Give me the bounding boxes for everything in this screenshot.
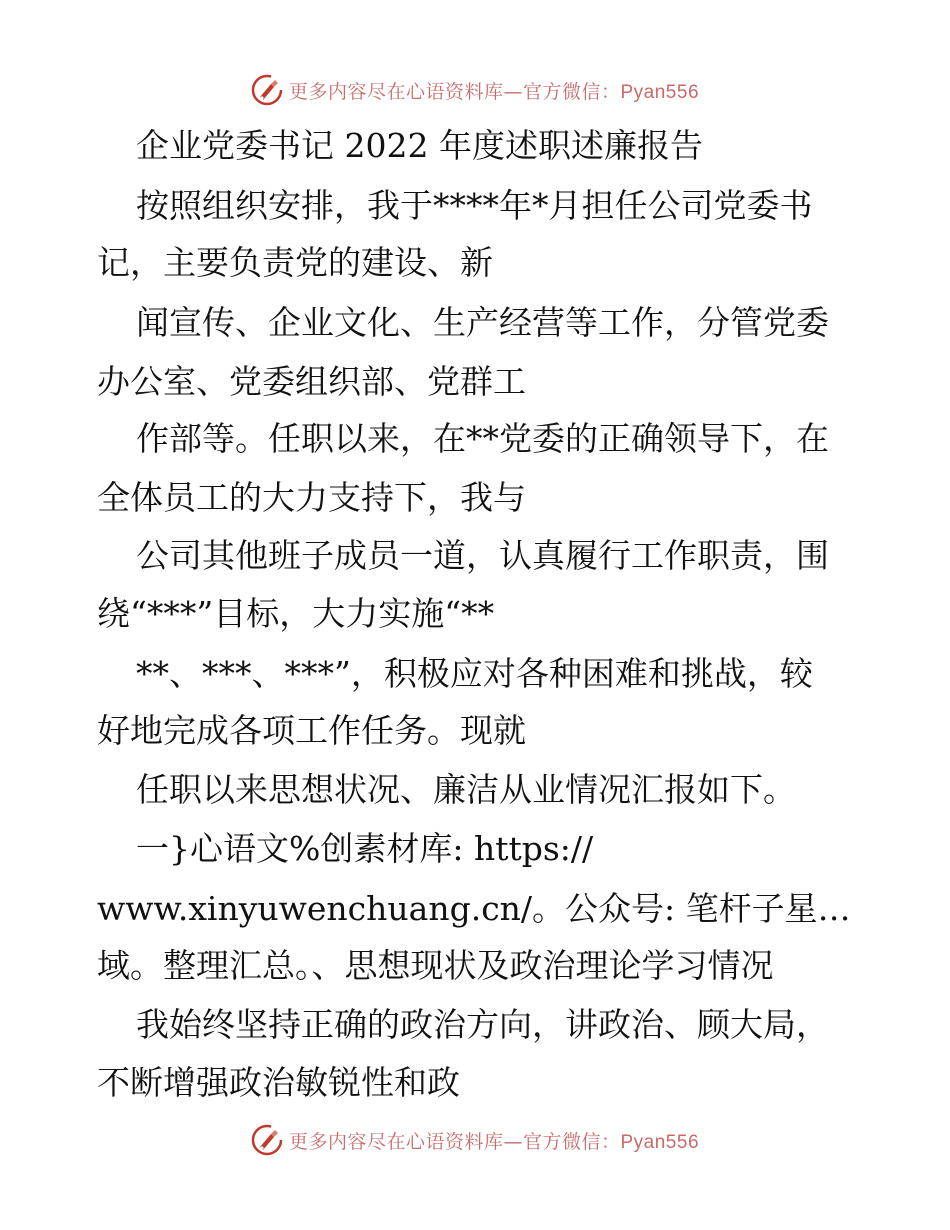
- paragraph-line: 记，主要负责党的建设、新: [97, 243, 493, 282]
- header-watermark: [0, 72, 950, 108]
- paragraph-line: 按照组织安排，我于****年*月担任公司党委书: [136, 186, 813, 225]
- watermark-text: 更多内容尽在心语资料库—官方微信：Pyan556: [288, 1130, 700, 1153]
- paragraph-line: 不断增强政治敏锐性和政: [97, 1063, 460, 1102]
- paragraph-line: 作部等。任职以来，在**党委的正确领导下，在: [136, 419, 829, 458]
- paragraph-line: 公司其他班子成员一道，认真履行工作职责，围: [136, 536, 829, 575]
- paragraph-line: 办公室、党委组织部、党群工: [97, 362, 526, 401]
- paragraph-line: 任职以来思想状况、廉洁从业情况汇报如下。: [136, 770, 796, 809]
- paragraph-line: 闻宣传、企业文化、生产经营等工作，分管党委: [136, 303, 829, 342]
- watermark-account: Pyan556: [620, 1131, 700, 1153]
- paragraph-line: 全体员工的大力支持下，我与: [97, 478, 526, 517]
- footer-watermark: [0, 1122, 950, 1158]
- pen-logo-icon: [251, 74, 283, 106]
- paragraph-line: 我始终坚持正确的政治方向，讲政治、顾大局，: [136, 1005, 829, 1044]
- paragraph-line: 一}心语文%创素材库: https://: [136, 829, 594, 868]
- paragraph-line: **、***、***”，积极应对各种困难和挑战，较: [136, 654, 813, 693]
- paragraph-line: www.xinyuwenchuang.cn/。公众号: 笔杆子星…: [97, 889, 851, 928]
- watermark-account: Pyan556: [620, 81, 700, 103]
- document-title: 企业党委书记 2022 年度述职述廉报告: [136, 126, 703, 165]
- watermark-text: 更多内容尽在心语资料库—官方微信：Pyan556: [288, 80, 700, 103]
- paragraph-line: 好地完成各项工作任务。现就: [97, 711, 526, 750]
- paragraph-line: 绕“***”目标，大力实施“**: [97, 594, 495, 633]
- pen-logo-icon: [251, 1124, 283, 1156]
- section-heading-line: 域。整理汇总。、思想现状及政治理论学习情况: [97, 946, 774, 985]
